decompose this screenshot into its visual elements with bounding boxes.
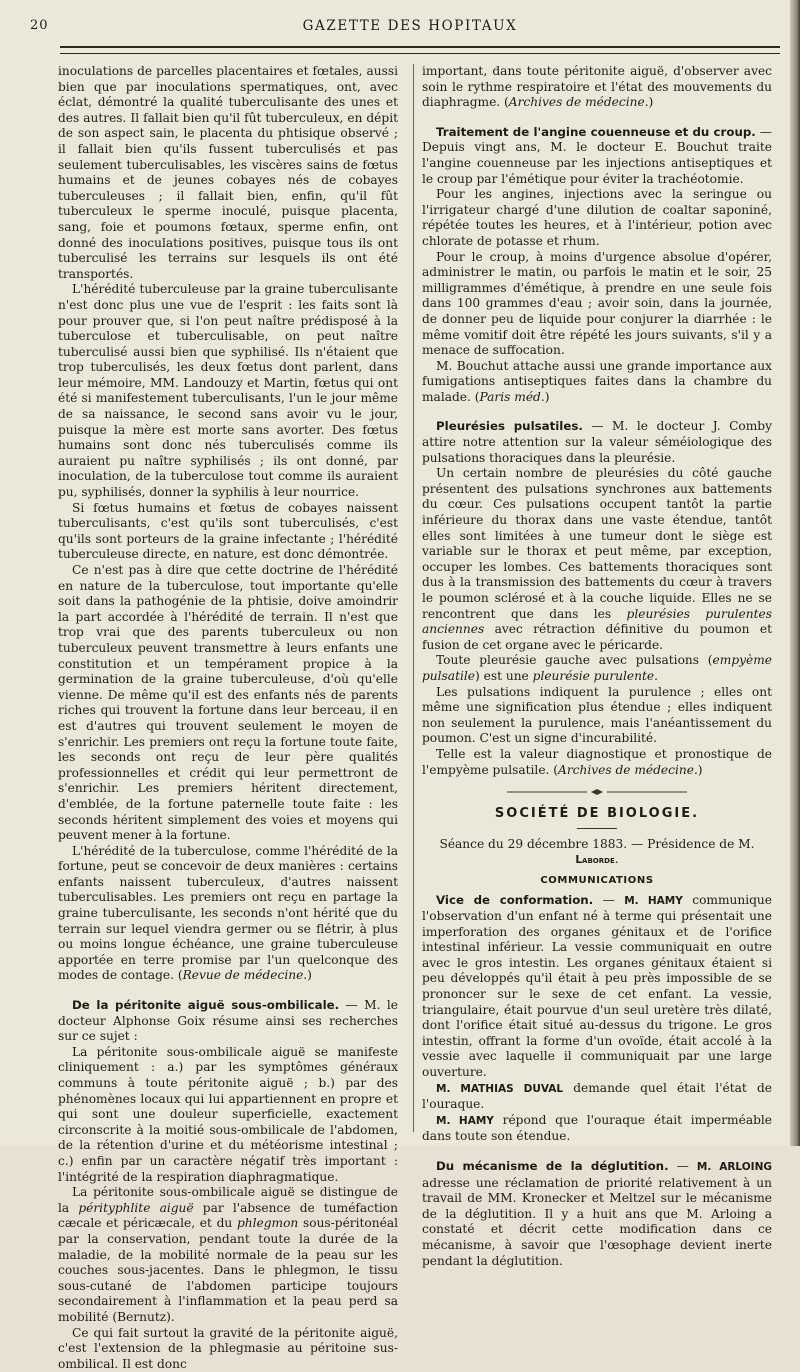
paragraph-text: Telle est la valeur diagnostique et pronostique de l'empyème pulsatile. ( — [422, 747, 772, 777]
paragraph-text: ) est une — [475, 669, 533, 683]
article-intro — [58, 998, 398, 1045]
paragraph: L'hérédité tuberculeuse par la graine tuberculisante n'est donc plus une vue de l'esprit : les faits sont là pour prouver que, si l'on peut naître prédisposé à la tuberculose et tuberculisable, on peut naître tuberculisé aussi bien que syphilisé. Ils n'étaient que trop tuberculisés, les deux fœtus dont parlent, dans leur mémoire, MM. Landouzy et Martin, fœtus qui ont été si manifestement tuberculisants, l'un le jour même de sa naissance, le second sans avoir vu le jour, puisque la mère est morte sans avorter. Des fœtus humains sont donc nés tuberculisés comme ils auraient pu naître syphilisés ; ils ont donné, par inoculation, de la tuberculose tout comme ils auraient pu, syphilisés, donner la syphilis à leur nourrice. — [58, 282, 398, 500]
speaker-name: M. HAMY — [624, 895, 683, 907]
article-intro — [422, 125, 772, 187]
article-title: Pleurésies pulsatiles. — [436, 419, 583, 433]
spacer — [422, 1145, 772, 1159]
paragraph-text: .) — [694, 763, 703, 777]
paragraph-text: .) — [303, 968, 312, 982]
paragraph: inoculations de parcelles placentaires et fœtales, aussi bien que par inoculations spermatiques, ont, avec éclat, démontré la qualité tuberculisante des unes et des autres. Il fallait bien qu'il fût tuberculeux, en dépit de son aspect sain, le placenta du phtisique observé ; il fallait bien qu'ils fussent tuberculisés et pas seulement tuberculisables, les viscères sains de fœtus humains et de jeunes cobayes nés de cobayes tuberculeuses ; il fallait bien, enfin, qu'il fût tuberculeux le sperme inoculé, puisque placenta, sang, foie et poumons fœtaux, sperme enfin, ont donné des inoculations positives, puisque tous ils ont tuberculisé les terrains sur lesquels ils ont été transportés. — [58, 64, 398, 282]
italic-term: pleurésies purulentes anciennes — [422, 607, 772, 637]
paragraph-text: .) — [645, 95, 654, 109]
speaker-name: M. HAMY — [436, 1115, 494, 1127]
paragraph: Les pulsations indiquent la purulence ; elles ont même une signification plus étendue ; elles indiquent non seulement la purulence, mais l'anéantissement du poumon. C'est un signe d'incurabilité. — [422, 685, 772, 747]
paragraph — [58, 1185, 398, 1325]
paragraph-text: ) — [545, 390, 550, 404]
section-title: SOCIÉTÉ DE BIOLOGIE. — [422, 806, 772, 822]
paragraph-text: important, dans toute péritonite aiguë, d'observer avec soin le rythme respiratoire et l'état des mouvements du diaphragme. ( — [422, 64, 772, 109]
paragraph-text: communique l'observation d'un enfant né à terme qui présentait une imperforation des organes génitaux et de l'orifice intestinal inférieur. La vessie communiquait en outre avec le gros intestin. Les organes génitaux étaient si peu développés qu'il était à peu près impossible de se prononcer sur le sexe de cet enfant. La vessie, triangulaire, était pourvue d'un seul uretère très dilaté, dont l'orifice était situé au-dessus du trigone. Le gros intestin, offrant la forme d'un ovoïde, était accolé à la vessie avec laquelle il communiquait par une large ouverture. — [422, 893, 772, 1080]
paragraph-text: L'hérédité de la tuberculose, comme l'hérédité de la fortune, peut se concevoir de deux manières : certains enfants naissent tuberculeux, d'autres naissent tuberculisables. Les premiers ont reçu en partage la graine tuberculisante, les seconds n'ont hérité que du terrain sur lequel viendra germer ou se flétrir, à plus ou moins longue échéance, une graine tuberculeuse apportée en terre promise par l'un quelconque des modes de contage. ( — [58, 844, 398, 983]
page-header — [30, 14, 790, 36]
header-rule — [60, 46, 780, 54]
communications-heading: COMMUNICATIONS — [422, 873, 772, 889]
paragraph-text: Toute pleurésie gauche avec pulsations ( — [436, 653, 713, 667]
paragraph-text: adresse une réclamation de priorité relativement à un travail de MM. Kronecker et Meltzel sur le mécanisme de la déglutition. Il y a huit ans que M. Arloing a constaté et décrit cette modification dans ce mécanisme, à savoir que l'œsophage devient inerte pendant la déglutition. — [422, 1176, 772, 1268]
paragraph: Ce n'est pas à dire que cette doctrine de l'hérédité en nature de la tuberculose, tout importante qu'elle soit dans la pathogénie de la phtisie, doive amoindrir la part accordée à l'hérédité de terrain. Il n'est que trop vrai que des parents tuberculeux ou non tuberculeux peuvent transmettre à leurs enfants une constitution et un tempérament propice à la germination de la graine tuberculeuse, d'où qu'elle vienne. De même qu'il est des enfants nés de parents riches qui trouvent la fortune dans leur berceau, il en est d'autres qui trouvent seulement le moyen de s'enrichir. Les premiers ont reçu la fortune toute faite, les seconds ont reçu de leur père qualités professionnelles et crédit qui leur permettront de s'enrichir. Les premiers héritent directement, d'emblée, de la fortune paternelle toute faite : les seconds héritent simplement des voies et moyens qui peuvent mener à la fortune. — [58, 563, 398, 844]
president-name: Laborde — [575, 854, 614, 866]
paragraph: La péritonite sous-ombilicale aiguë se manifeste cliniquement : a.) par les symptômes généraux communs à toute péritonite aiguë ; b.) par des phénomènes locaux qui lui appartiennent en propre et qui sont une douleur superficielle, exactement circonscrite à la moitié sous-ombilicale de l'abdomen, de la rétention d'urine et du météorisme intestinal ; c.) enfin par un caractère négatif très important : l'intégrité de la respiration diaphragmatique. — [58, 1045, 398, 1185]
paragraph-text: par l'absence de tuméfaction cæcale et péricæcale, et du — [58, 1201, 398, 1231]
paragraph — [422, 64, 772, 111]
article-title: De la péritonite aiguë sous-ombilicale. — [72, 998, 339, 1012]
paragraph: Si fœtus humains et fœtus de cobayes naissent tuberculisants, c'est qu'ils sont tuberculisés, c'est qu'ils sont porteurs de la graine infectante ; l'hérédité tuberculeuse directe, en nature, est donc démontrée. — [58, 501, 398, 563]
paragraph-text: M. Bouchut attache aussi une grande importance aux fumigations antiseptiques faites dans la chambre du malade. ( — [422, 359, 772, 404]
italic-term: pleurésie purulente — [533, 669, 654, 683]
paragraph — [422, 359, 772, 406]
communication-title: Du mécanisme de la déglutition. — [436, 1159, 669, 1173]
paragraph-text: avec rétraction définitive du poumon et fusion de cet organe avec le péricarde. — [422, 622, 772, 652]
italic-term: phlegmon — [237, 1216, 298, 1230]
paragraph-text: — — [669, 1159, 697, 1173]
left-column — [58, 64, 398, 1372]
article-intro — [422, 419, 772, 466]
paragraph — [58, 844, 398, 984]
paragraph: Pour le croup, à moins d'urgence absolue d'opérer, administrer le matin, ou parfois le matin et le soir, 25 milligrammes d'émétique, à prendre en une seule fois dans 100 grammes d'eau ; avoir soin, dans la journée, de donner peu de liquide pour conjurer la diarrhée : le même vomitif doit être répété les jours suivants, s'il y a menace de suffocation. — [422, 250, 772, 359]
short-rule — [577, 828, 617, 829]
spacer — [422, 405, 772, 419]
page-number: 20 — [30, 18, 49, 33]
paragraph-text: — Depuis vingt ans, M. le docteur E. Bouchut traite l'angine couenneuse par les injections antiseptiques et le croup par l'émétique pour éviter la trachéotomie. — [422, 125, 772, 186]
paragraph-text: Un certain nombre de pleurésies du côté gauche présentent des pulsations synchrones aux battements du cœur. Ces pulsations occupent tantôt la partie inférieure du thorax dans une vaste étendue, tantôt elles sont limitées à une tumeur dont le siège est variable sur le thorax et peut même, par exception, occuper les lombes. Ces battements thoraciques sont dus à la transmission des battements du cœur à travers le poumon sclérosé et à la couche liquide. Elles ne se rencontrent que dans les — [422, 466, 772, 620]
paragraph-text: — — [593, 893, 624, 907]
communication — [422, 893, 772, 1081]
italic-term: empyème pulsatile — [422, 653, 772, 683]
session-line — [422, 837, 772, 869]
communication-title: Vice de conformation. — [436, 893, 593, 907]
paragraph-text: . — [654, 669, 658, 683]
right-column — [422, 64, 772, 1269]
paragraph: Pour les angines, injections avec la seringue ou l'irrigateur chargé d'une dilution de coaltar saponiné, répétée toutes les heures, et à l'intérieur, potion avec chlorate de potasse et rhum. — [422, 187, 772, 249]
page-spine-edge — [790, 0, 800, 1146]
source-citation: Paris méd. — [480, 390, 545, 404]
communication — [422, 1159, 772, 1269]
paragraph — [422, 747, 772, 778]
paragraph-text: — M. le docteur J. Comby attire notre attention sur la valeur séméiologique des pulsations thoraciques dans la pleurésie. — [422, 419, 772, 464]
source-citation: Archives de médecine — [558, 763, 694, 777]
italic-term: pérityphlite aiguë — [78, 1201, 193, 1215]
source-citation: Revue de médecine — [183, 968, 304, 982]
speaker-name: M. MATHIAS DUVAL — [436, 1083, 563, 1095]
source-citation: Archives de médecine — [509, 95, 645, 109]
paragraph — [422, 466, 772, 653]
ornament-divider — [422, 786, 772, 796]
session-text: Séance du 29 décembre 1883. — Présidence de M. — [439, 837, 754, 851]
column-divider — [413, 64, 414, 1132]
spacer — [422, 111, 772, 125]
session-text: . — [615, 852, 619, 866]
paragraph-text: répond que l'ouraque était imperméable dans toute son étendue. — [422, 1113, 772, 1144]
paragraph — [422, 653, 772, 684]
communication — [422, 1081, 772, 1113]
paragraph-text: demande quel était l'état de l'ouraque. — [422, 1081, 772, 1112]
ornament-divider-graphic — [507, 787, 687, 797]
article-title: Traitement de l'angine couenneuse et du croup. — [436, 125, 756, 139]
communication — [422, 1113, 772, 1145]
speaker-name: M. ARLOING — [697, 1161, 772, 1173]
paragraph-text: — M. le docteur Alphonse Goix résume ainsi ses recherches sur ce sujet : — [58, 998, 398, 1043]
paragraph-text: La péritonite sous-ombilicale aiguë se distingue de la — [58, 1185, 398, 1215]
spacer — [58, 984, 398, 998]
paragraph-text: sous-péritonéal par la conservation, pendant toute la durée de la maladie, de la mobilité normale de la peau sur les couches sous-jacentes. Dans le phlegmon, le tissu sous-cutané de l'abdomen participe toujours secondairement à l'inflammation et la peau perd sa mobilité (Bernutz). — [58, 1216, 398, 1324]
journal-title: GAZETTE DES HOPITAUX — [30, 18, 790, 34]
paragraph: Ce qui fait surtout la gravité de la péritonite aiguë, c'est l'extension de la phlegmasie au péritoine sus-ombilical. Il est donc — [58, 1326, 398, 1372]
